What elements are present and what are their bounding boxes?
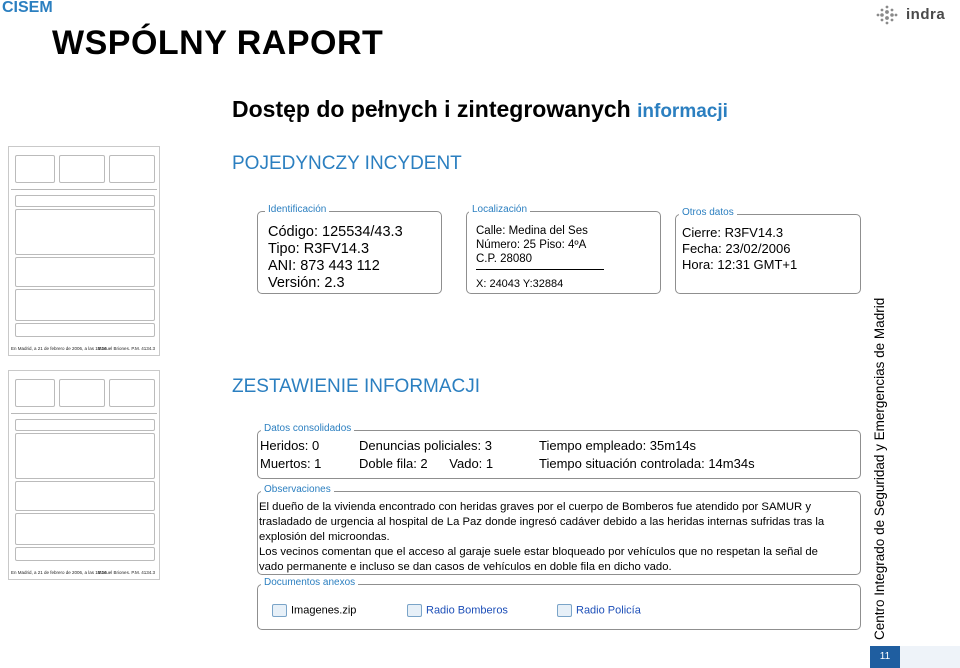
section-single-incident: POJEDYNCZY INCYDENT — [232, 153, 462, 174]
observaciones-text: El dueño de la vivienda encontrado con heridas graves por el cuerpo de Bomberos fue atendido por SAMUR y trasladado de urgencia al hospital de La Paz donde ingresó cadáver debido a las heridas internas sufridas tras la explosión del microondas. Los vecinos comentan que el acceso al garaje suele estar bloqueado por vehículos que no respetan la señal de vado permanente e incluso se dan casos de vehículos en doble fila en dicho vado. — [259, 501, 825, 573]
tiempo-controlada-value: Tiempo situación controlada: 14m34s — [539, 456, 755, 471]
audio-icon — [557, 604, 572, 617]
subtitle-accent: informacji — [637, 101, 728, 122]
version-value: Versión: 2.3 — [268, 275, 345, 291]
localizacion-legend: Localización — [469, 204, 530, 215]
observaciones-legend: Observaciones — [261, 484, 334, 495]
fecha-value: Fecha: 23/02/2006 — [682, 241, 791, 256]
subtitle — [232, 96, 728, 123]
subtitle-main: Dostęp do pełnych i zintegrowanych — [232, 96, 631, 122]
page-number: 11 — [870, 646, 900, 668]
datos-consolidados-legend: Datos consolidados — [261, 423, 354, 434]
section-summary: ZESTAWIENIE INFORMACJI — [232, 376, 481, 397]
localizacion-panel — [466, 204, 661, 294]
thumbnail-footer-signature: Manuel Briones. P.M. 4134.3 — [97, 346, 155, 351]
identificacion-legend: Identificación — [265, 204, 329, 215]
logo-text: indra — [906, 6, 946, 23]
observaciones-panel — [257, 484, 861, 575]
doble-fila-value: Doble fila: 2 — [359, 456, 428, 471]
otros-datos-legend: Otros datos — [679, 207, 737, 218]
numero-value: Número: 25 Piso: 4ºA — [476, 239, 587, 251]
cierre-value: Cierre: R3FV14.3 — [682, 225, 784, 240]
tipo-value: Tipo: R3FV14.3 — [268, 241, 370, 257]
codigo-value: Código: 125534/43.3 — [268, 224, 403, 240]
thumbnail-footer-date: En Madrid, a 21 de febrero de 2006, a las 13:24 — [11, 570, 107, 575]
denuncias-value: Denuncias policiales: 3 — [359, 438, 492, 453]
coords-divider — [476, 269, 604, 270]
thumbnail-footer-signature: Manuel Briones. P.M. 4134.3 — [97, 570, 155, 575]
page-title: WSPÓLNY RAPORT — [52, 24, 384, 62]
indra-logo — [872, 4, 952, 26]
thumbnail-footer-date: En Madrid, a 21 de febrero de 2006, a las 13:24 — [11, 346, 107, 351]
report-thumbnail-2[interactable] — [8, 370, 160, 580]
muertos-value: Muertos: 1 — [260, 456, 322, 471]
attachment-imagenes[interactable]: Imagenes.zip — [272, 604, 356, 617]
heridos-value: Heridos: 0 — [260, 438, 320, 453]
ani-value: ANI: 873 443 112 — [268, 258, 380, 274]
documentos-legend: Documentos anexos — [261, 577, 358, 588]
audio-icon — [407, 604, 422, 617]
tiempo-empleado-value: Tiempo empleado: 35m14s — [539, 438, 697, 453]
zip-icon — [272, 604, 287, 617]
vertical-caption: Centro Integrado de Seguridad y Emergencias de Madrid — [872, 297, 887, 640]
otros-datos-panel — [675, 207, 861, 294]
attachment-radio-policia[interactable]: Radio Policía — [557, 604, 641, 617]
hora-value: Hora: 12:31 GMT+1 — [682, 257, 798, 272]
calle-value: Calle: Medina del Ses — [476, 225, 588, 237]
footer-strip — [900, 646, 960, 668]
datos-consolidados-panel — [257, 423, 861, 479]
identificacion-panel — [257, 204, 442, 294]
cp-value: C.P. 28080 — [476, 253, 533, 265]
coords-value: X: 24043 Y:32884 — [476, 278, 564, 290]
attachment-radio-bomberos[interactable]: Radio Bomberos — [407, 604, 508, 617]
report-thumbnail-1[interactable] — [8, 146, 160, 356]
brand-label: CISEM — [2, 0, 53, 16]
indra-logo-mark-icon — [872, 4, 902, 26]
vado-value: Vado: 1 — [449, 456, 494, 471]
